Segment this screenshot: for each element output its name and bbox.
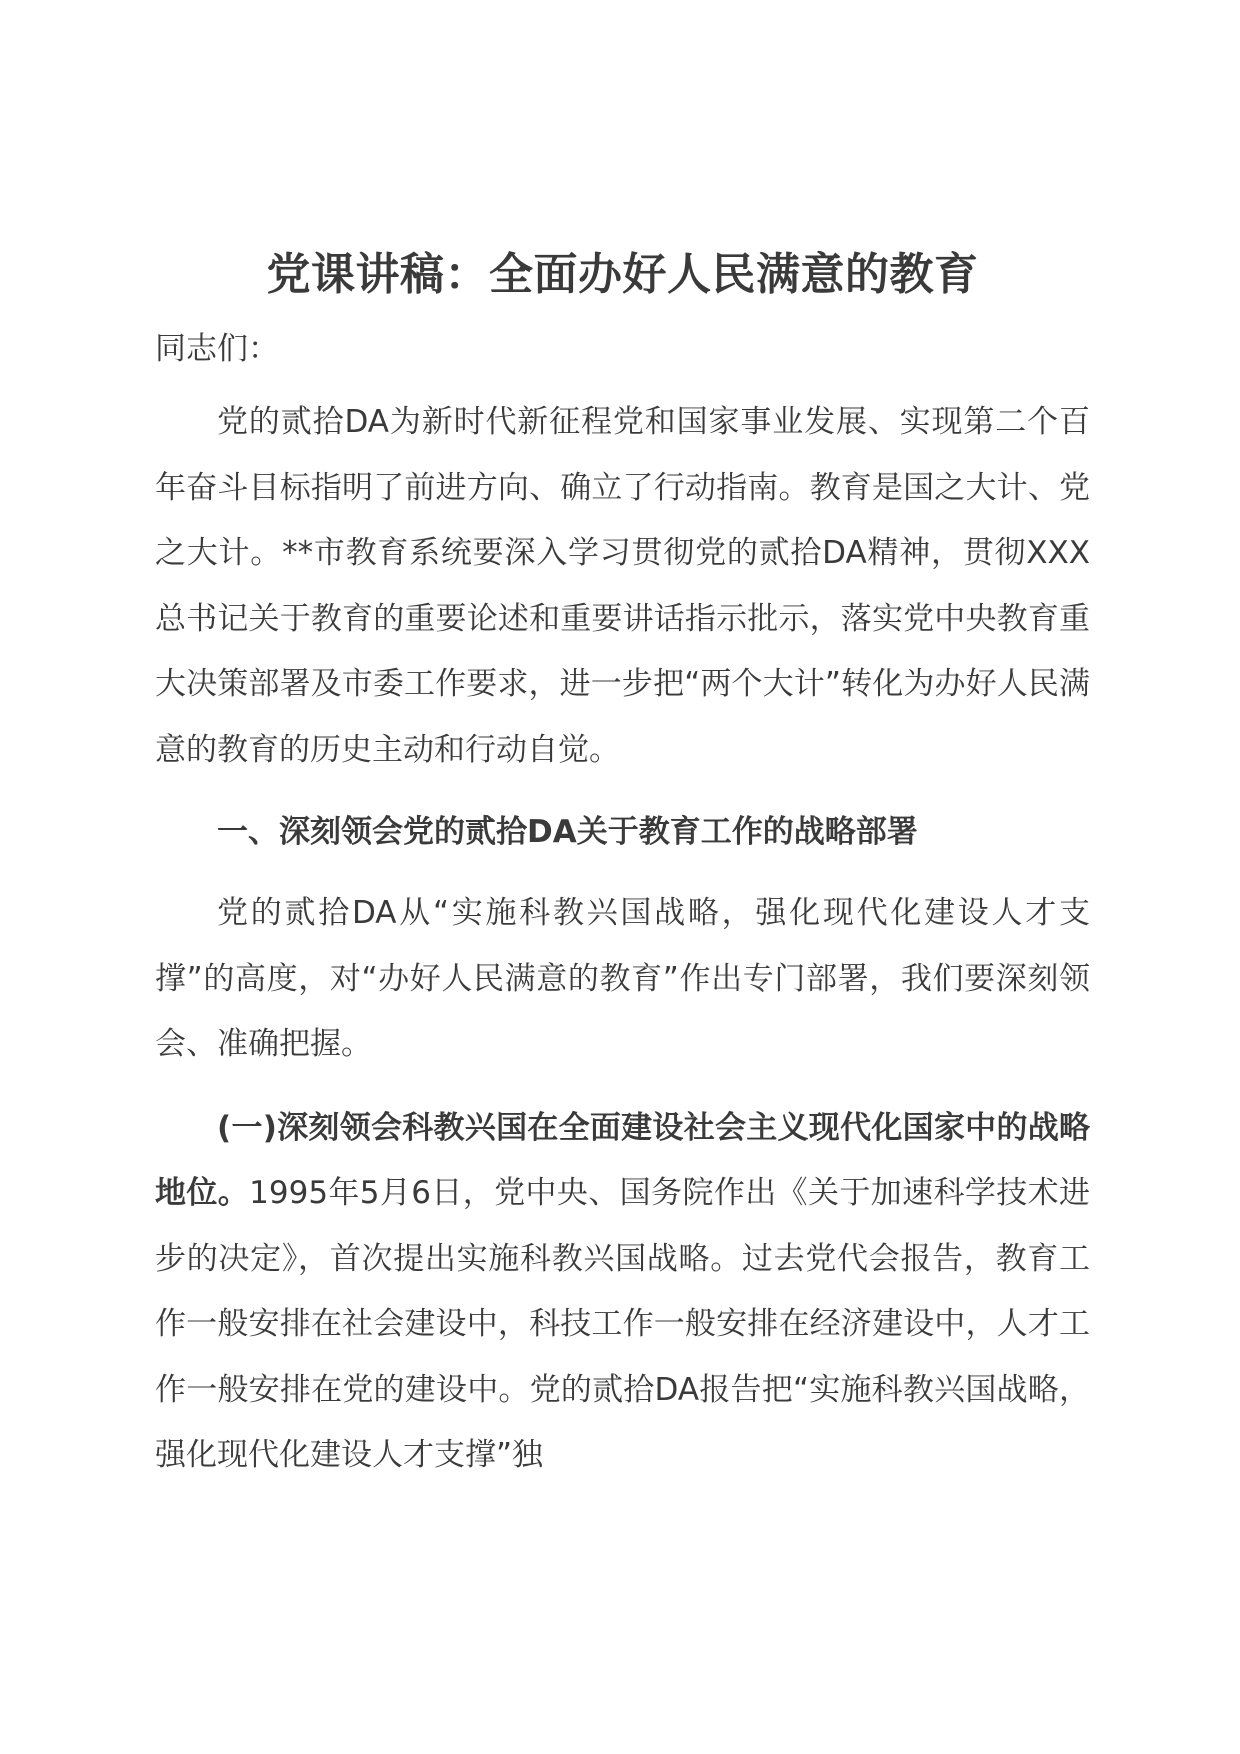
document-title: 党课讲稿：全面办好人民满意的教育 xyxy=(266,249,979,300)
paragraph-intro: 党的贰拾DA为新时代新征程党和国家事业发展、实现第二个百年奋斗目标指明了前进方向、确立了行动指南。教育是国之大计、党之大计。**市教育系统要深入学习贯彻党的贰拾DA精神，贯彻XXX总书记关于教育的重要论述和重要讲话指示批示，落实党中央教育重大决策部署及市委工作要求，进一步把“两个大计”转化为办好人民满意的教育的历史主动和行动自觉。 xyxy=(155,404,1090,768)
subsection-1-text: 1995年5月6日，党中央、国务院作出《关于加速科学技术进步的决定》，首次提出实施科教兴国战略。过去党代会报告，教育工作一般安排在社会建设中，科技工作一般安排在经济建设中，人才工作一般安排在党的建设中。党的贰拾DA报告把“实施科教兴国战略，强化现代化建设人才支撑”独 xyxy=(155,1175,1091,1473)
paragraph-section-1: 党的贰拾DA从“实施科教兴国战略，强化现代化建设人才支撑”的高度，对“办好人民满意的教育”作出专门部署，我们要深刻领会、准确把握。 xyxy=(155,895,1090,1062)
document-body xyxy=(155,240,1090,1507)
subsection-heading-1: (一)深刻领会科教兴国在全面建设社会主义现代化国家中的战略地位。 xyxy=(155,1109,1090,1211)
section-heading-1: 一、深刻领会党的贰拾DA关于教育工作的战略部署 xyxy=(217,814,918,850)
paragraph-subsection-1 xyxy=(155,1096,1090,1489)
greeting: 同志们： xyxy=(155,331,279,367)
